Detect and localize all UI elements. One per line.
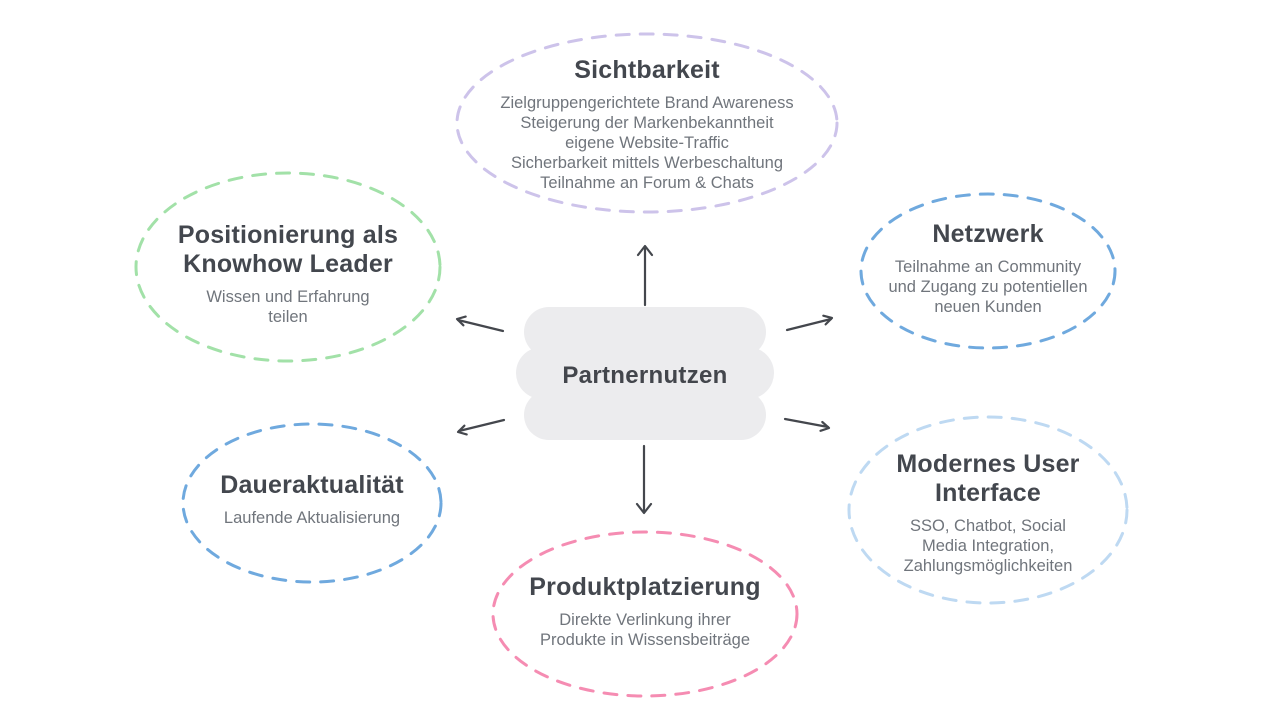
node-body-line: Wissen und Erfahrung (206, 288, 370, 306)
node-title: Modernes User (896, 450, 1080, 478)
node-title: Produktplatzierung (529, 573, 761, 601)
positionierung-ellipse (136, 173, 440, 361)
node-title: Knowhow Leader (183, 250, 393, 278)
node-body-line: teilen (268, 308, 308, 326)
sichtbarkeit-ellipse (457, 34, 837, 212)
center-node-label: Partnernutzen (562, 362, 728, 389)
node-body-line: Direkte Verlinkung ihrer (559, 611, 731, 629)
arrow-lower-right-line (785, 419, 828, 427)
node-body-line: SSO, Chatbot, Social (910, 517, 1066, 535)
node-body-line: Zahlungsmöglichkeiten (903, 557, 1073, 575)
node-body-line: Teilnahme an Forum & Chats (540, 174, 754, 192)
node-body-line: Zielgruppengerichtete Brand Awareness (500, 94, 794, 112)
arrow-upper-left-line (458, 320, 503, 331)
node-body-line: neuen Kunden (934, 298, 1042, 316)
node-body-line: eigene Website-Traffic (565, 134, 729, 152)
node-title: Sichtbarkeit (574, 56, 720, 84)
node-body-line: Teilnahme an Community (894, 258, 1082, 276)
node-title: Interface (934, 479, 1041, 507)
netzwerk-ellipse (861, 194, 1115, 348)
node-title: Daueraktualität (220, 471, 404, 499)
daueraktualitaet-ellipse (183, 424, 441, 582)
node-title: Netzwerk (932, 220, 1044, 248)
arrow-lower-left-line (459, 420, 504, 431)
node-body-line: Produkte in Wissensbeiträge (539, 631, 751, 649)
node-body-line: und Zugang zu potentiellen (888, 278, 1088, 296)
node-body-line: Media Integration, (921, 537, 1055, 555)
modernes-user-interface-ellipse (849, 417, 1127, 603)
node-title: Positionierung als (177, 221, 399, 249)
arrow-upper-right-line (787, 319, 831, 330)
produktplatzierung-ellipse (493, 532, 797, 696)
node-body-line: Sicherbarkeit mittels Werbeschaltung (510, 154, 784, 172)
node-body-line: Steigerung der Markenbekanntheit (520, 114, 774, 132)
node-body-line: Laufende Aktualisierung (223, 509, 401, 527)
